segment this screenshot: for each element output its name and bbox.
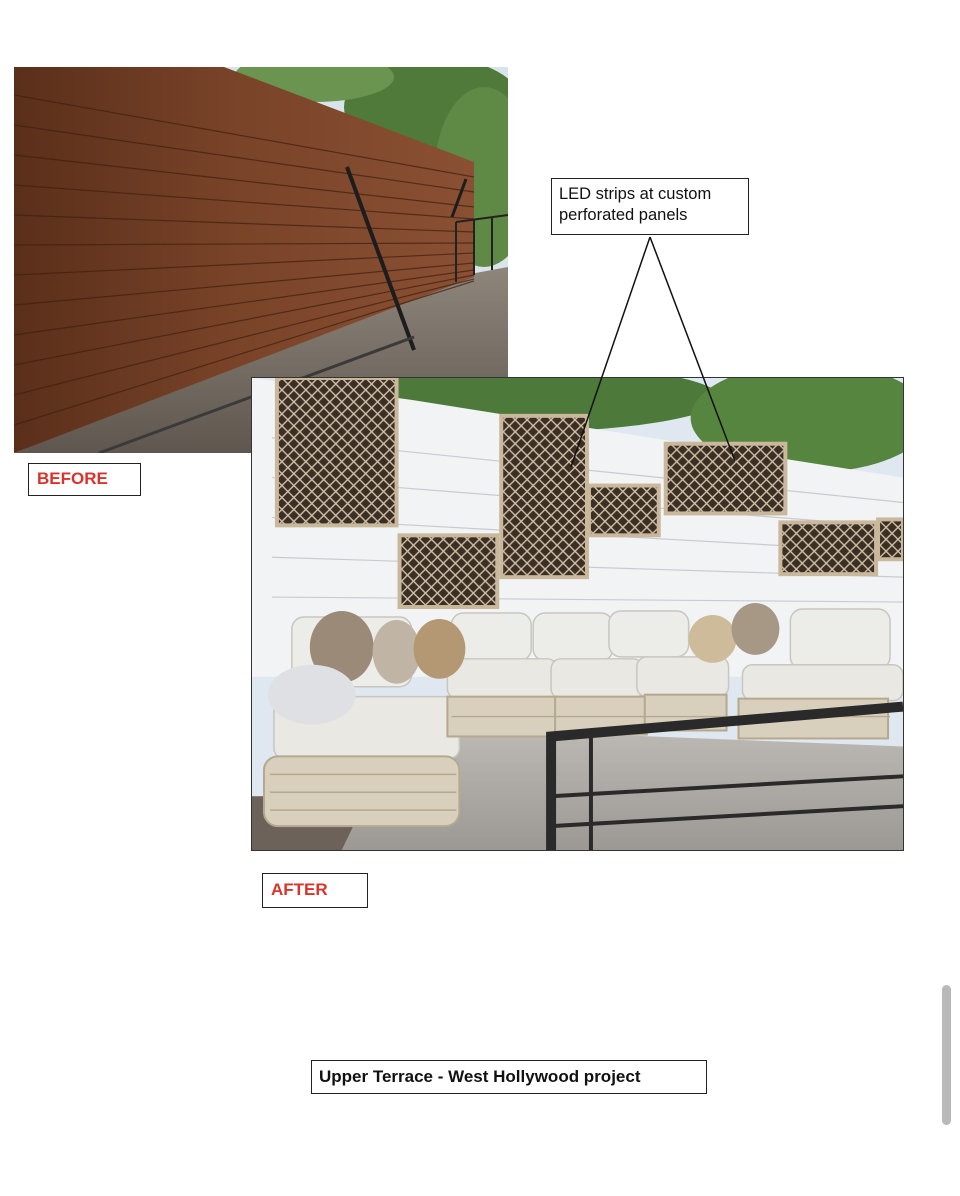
after-label [262,873,368,908]
after-label-text: AFTER [271,880,328,899]
before-label [28,463,141,496]
before-label-text: BEFORE [37,469,108,488]
callout-line-2: perforated panels [559,206,688,224]
after-photo [251,377,904,851]
callout-line-1: LED strips at custom [559,185,712,203]
footer-title-text: Upper Terrace - West Hollywood project [319,1067,641,1086]
scrollbar-thumb[interactable] [942,985,951,1125]
callout-box [551,178,749,235]
footer-project-title [311,1060,707,1094]
